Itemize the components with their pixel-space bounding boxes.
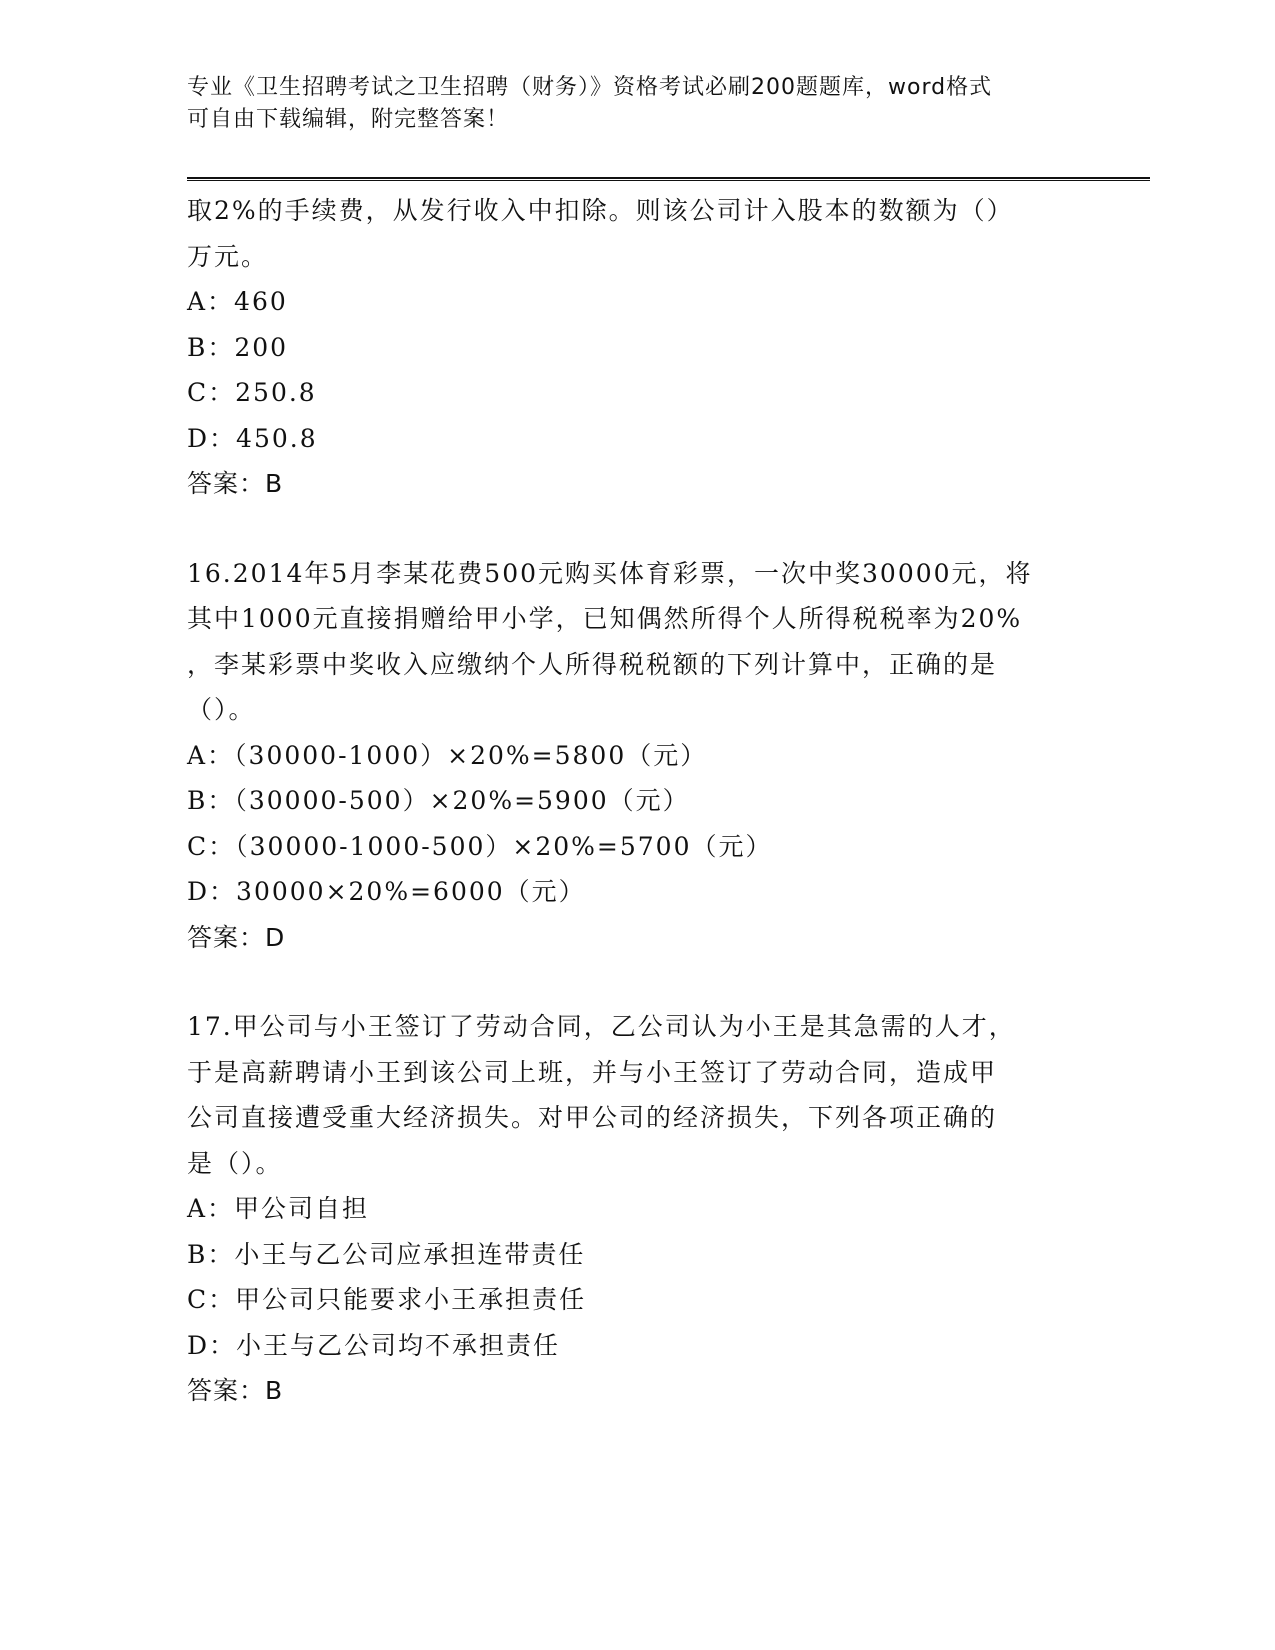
header-line-2: 可自由下载编辑，附完整答案！ bbox=[187, 107, 510, 132]
answer-line: 答案：D bbox=[187, 922, 286, 952]
question-17 bbox=[187, 1004, 1087, 1414]
question-text-line: 其中1000元直接捐赠给甲小学，已知偶然所得个人所得税税率为20% bbox=[187, 604, 1023, 633]
option-d: D：30000×20%=6000（元） bbox=[187, 877, 586, 906]
question-text-line: 17.甲公司与小王签订了劳动合同，乙公司认为小王是其急需的人才， bbox=[187, 1012, 1016, 1041]
option-b: B：200 bbox=[187, 332, 289, 362]
option-d: D：450.8 bbox=[187, 423, 318, 453]
question-text-line: 万元。 bbox=[187, 241, 269, 271]
option-c: C：（30000-1000-500）×20%=5700（元） bbox=[187, 831, 773, 861]
option-c: C：甲公司只能要求小王承担责任 bbox=[187, 1285, 587, 1314]
answer-line: 答案：B bbox=[187, 1376, 284, 1405]
document-body bbox=[187, 188, 1087, 1414]
answer-line: 答案：B bbox=[187, 469, 284, 498]
option-d: D：小王与乙公司均不承担责任 bbox=[187, 1330, 561, 1360]
option-b: B：（30000-500）×20%=5900（元） bbox=[187, 786, 690, 815]
option-b: B：小王与乙公司应承担连带责任 bbox=[187, 1239, 586, 1269]
option-a: A：460 bbox=[187, 287, 288, 316]
question-15 bbox=[187, 188, 1087, 507]
option-c: C：250.8 bbox=[187, 378, 317, 407]
question-text-line: （）。 bbox=[187, 695, 256, 724]
question-text-line: ，李某彩票中奖收入应缴纳个人所得税税额的下列计算中，正确的是 bbox=[187, 649, 998, 679]
question-text-line: 16.2014年5月李某花费500元购买体育彩票，一次中奖30000元，将 bbox=[187, 558, 1033, 588]
question-text-line: 于是高薪聘请小王到该公司上班，并与小王签订了劳动合同，造成甲 bbox=[187, 1057, 998, 1087]
header-line-1: 专业《卫生招聘考试之卫生招聘（财务）》资格考试必刷200题题库，word格式 bbox=[187, 75, 993, 100]
question-text-line: 是（）。 bbox=[187, 1148, 283, 1178]
question-text-line: 取2%的手续费，从发行收入中扣除。则该公司计入股本的数额为（） bbox=[187, 196, 1014, 225]
spacer bbox=[187, 960, 1087, 1004]
option-a: A：（30000-1000）×20%=5800（元） bbox=[187, 740, 708, 770]
page-header bbox=[187, 72, 1087, 136]
question-text-line: 公司直接遭受重大经济损失。对甲公司的经济损失，下列各项正确的 bbox=[187, 1103, 998, 1132]
spacer bbox=[187, 507, 1087, 551]
header-divider bbox=[187, 177, 1150, 181]
question-16 bbox=[187, 551, 1087, 961]
option-a: A：甲公司自担 bbox=[187, 1194, 370, 1223]
